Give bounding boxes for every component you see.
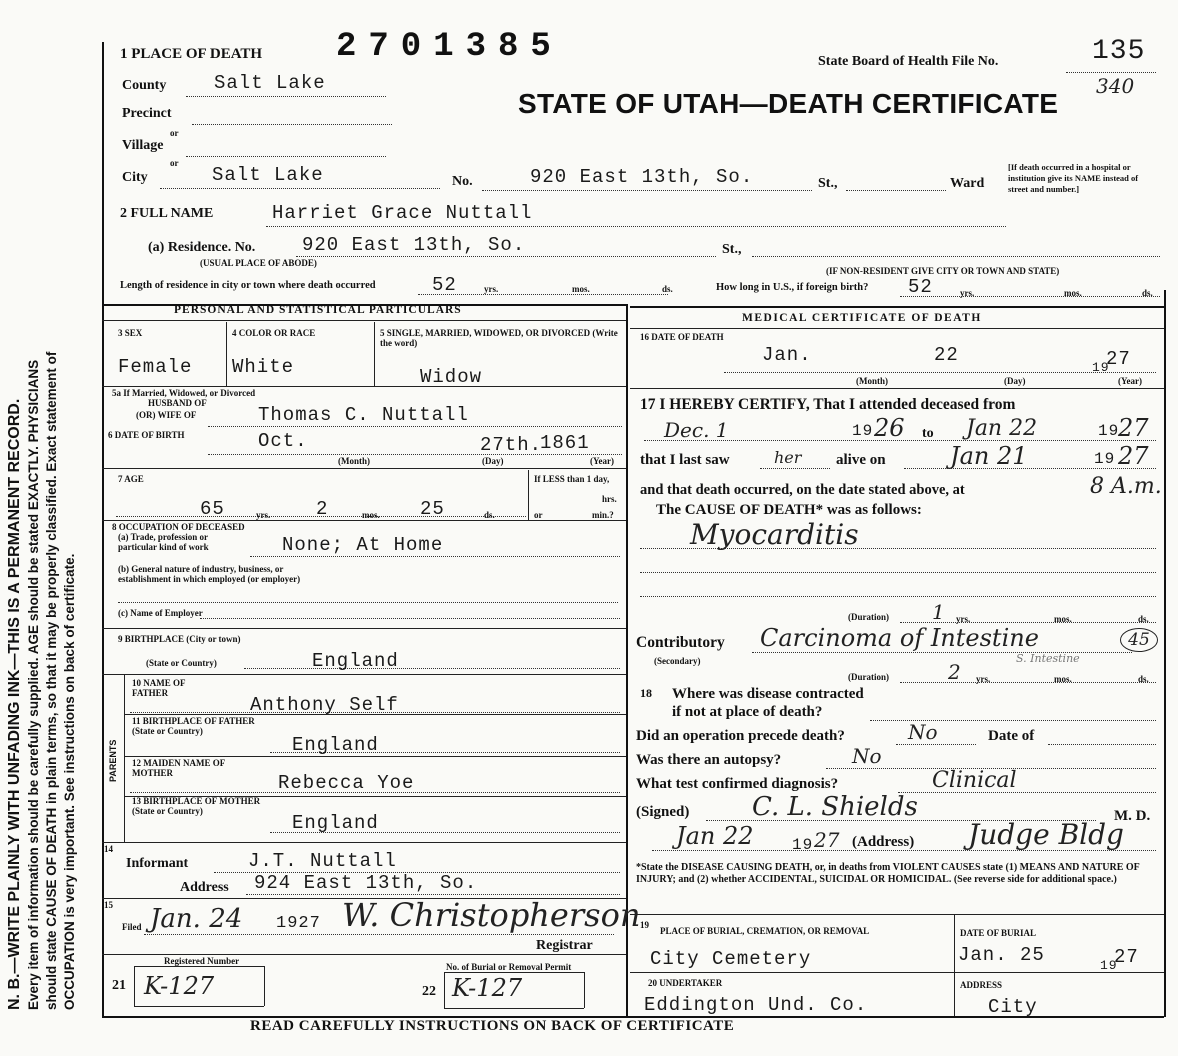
year-caption: (Year) [590,456,614,466]
father-birthplace-label-text: 11 BIRTHPLACE OF FATHER (State or Country) [132,716,255,736]
death-year: 27 [1106,348,1131,370]
dob-day: 27th. [480,434,543,456]
street-no-label: No. [452,174,473,189]
burial-place-label: PLACE OF BURIAL, CREMATION, OR REMOVAL [660,926,870,936]
mother-birthplace-label-text: 13 BIRTHPLACE OF MOTHER (State or Country) [132,796,261,816]
birthplace-sub: (State or Country) [146,658,217,668]
burial-place-value: City Cemetery [650,948,812,970]
field-19: 19 [640,920,649,930]
filed-year: 1927 [276,914,321,933]
yrs-label: yrs. [976,674,991,684]
contributory-code-value: 45 [1128,630,1150,650]
side-note-3: should state CAUSE OF DEATH in plain terms, so that it may be properly classified. Exact statement of [44,351,59,1010]
duration-label: (Duration) [848,672,889,682]
yrs-label: yrs. [956,614,971,624]
age-yrs-label: yrs. [256,510,271,520]
parents-side-label: PARENTS [108,739,118,782]
occupation-sub-b-text: (b) General nature of industry, business, or establishment in which employed (or employer) [118,564,301,584]
attended-from-year-prefix: 19 [852,422,874,440]
occupation-sub-b [118,564,308,584]
mother-birthplace-value: England [292,812,379,834]
secondary-label: (Secondary) [654,656,701,666]
attended-to: Jan 22 [966,416,1038,441]
age-ds-label: ds. [484,510,495,520]
death-year-prefix: 19 [1092,360,1110,375]
spouse-label-b: HUSBAND OF [148,398,207,408]
autopsy-label: Was there an autopsy? [636,752,782,768]
contributory-extra: S. Intestine [1016,652,1080,665]
registrar-label: Registrar [536,938,593,953]
occupation-sub-a [118,532,248,552]
residence-label: (a) Residence. No. [148,240,256,255]
non-resident-note: (IF NON-RESIDENT GIVE CITY OR TOWN AND STATE) [826,266,1060,276]
yrs-label: yrs. [484,284,499,294]
street-value: 920 East 13th, So. [530,166,754,188]
mos-label: mos. [1054,674,1072,684]
less-than-text: If LESS than 1 day, [534,474,610,484]
field-22: 22 [422,984,436,999]
date-of-label: Date of [988,728,1035,744]
mother-name-label-text: 12 MAIDEN NAME OF MOTHER [132,758,225,778]
undertaker-address-value: City [988,996,1038,1018]
spouse-value: Thomas C. Nuttall [258,404,469,426]
field-15: 15 [104,900,113,910]
signed-value: C. L. Shields [752,792,918,822]
md-label: M. D. [1114,808,1151,824]
address-label: Address [180,880,229,895]
employer-label: (c) Name of Employer [118,608,203,618]
alive-on-label: alive on [836,452,886,468]
color-value: White [232,356,295,378]
min-label: min.? [592,510,614,520]
length-residence-label: Length of residence in city or town where death occurred [120,280,376,291]
ds-label: ds. [662,284,673,294]
color-label: 4 COLOR OR RACE [232,328,316,338]
death-day: 22 [934,344,959,366]
contributory-label: Contributory [636,634,725,651]
spouse-label-a: 5a If Married, Widowed, or Divorced [112,388,256,398]
side-note-2: Every item of information should be carefully supplied. AGE should be stated EXACTLY. PHYSICIANS [26,359,41,1010]
where-contracted-label: Where was disease contracted [672,686,864,702]
certify-text: 17 I HEREBY CERTIFY, That I attended deceased from [640,396,1016,413]
frame-left [102,42,104,1017]
registered-number-label: Registered Number [164,956,240,966]
us-residence-value: 52 [908,276,933,298]
operation-label: Did an operation precede death? [636,728,845,744]
side-note-4: OCCUPATION is very important. See instructions on back of certificate. [62,553,77,1010]
dob-label: 6 DATE OF BIRTH [108,430,185,440]
birthplace-value: England [312,650,399,672]
ds-label: ds. [1138,614,1149,624]
personal-heading: PERSONAL AND STATISTICAL PARTICULARS [174,304,462,316]
village-label: Village [122,138,164,153]
operation-value: No [908,720,938,744]
permit-label: No. of Burial or Removal Permit [446,962,572,972]
hrs-label: hrs. [602,494,617,504]
address-value: 924 East 13th, So. [254,872,478,894]
marital-label-text: 5 SINGLE, MARRIED, WIDOWED, OR DIVORCED (Write the word) [380,328,618,348]
residence-st-label: St., [722,242,742,257]
duration-2: 2 [948,660,961,684]
death-time: 8 A.m. [1090,474,1162,499]
dob-year: 1861 [540,432,590,454]
ward-label: Ward [950,176,985,191]
sex-value: Female [118,356,193,378]
burial-date-value: Jan. 25 [958,944,1045,966]
occupation-label: 8 OCCUPATION OF DECEASED [112,522,245,532]
file-number-secondary: 340 [1096,74,1135,98]
attended-to-year: 27 [1118,414,1149,442]
mos-label: mos. [572,284,590,294]
filed-date: Jan. 24 [150,904,243,934]
dob-month: Oct. [258,430,308,452]
father-birthplace-value: England [292,734,379,756]
contributory-value: Carcinoma of Intestine [760,624,1039,652]
year-caption: (Year) [1118,376,1142,386]
side-note-1: N. B.—WRITE PLAINLY WITH UNFADING INK—THIS IS A PERMANENT RECORD. [6,398,23,1010]
frame-right [1164,290,1166,1017]
day-caption: (Day) [482,456,504,466]
marital-value: Widow [420,366,483,388]
signed-label: (Signed) [636,804,690,820]
informant-value: J.T. Nuttall [248,850,397,872]
contributory-code [1120,628,1158,652]
ds-label: ds. [1142,288,1153,298]
burial-year-prefix: 19 [1100,958,1118,973]
month-caption: (Month) [856,376,888,386]
informant-label: Informant [126,856,189,871]
footer-instructions: READ CAREFULLY INSTRUCTIONS ON BACK OF CERTIFICATE [250,1018,735,1034]
mos-label: mos. [1054,614,1072,624]
signer-address-value: Judge Bldg [968,818,1124,851]
occupation-value: None; At Home [282,534,444,556]
cause-note-text: *State the DISEASE CAUSING DEATH, or, in deaths from VIOLENT CAUSES state (1) MEANS AND NATURE OF INJURY; and (2) whether ACCIDENTAL, SUICIDAL OR HOMICIDAL. (See reverse side for additional space.) [636,862,1140,885]
mos-label: mos. [1064,288,1082,298]
burial-date-label: DATE OF BURIAL [960,928,1037,938]
county-value: Salt Lake [214,72,326,94]
to-label: to [922,426,934,441]
signed-year: 27 [814,828,840,852]
father-name-label [132,678,222,698]
duration-1: 1 [932,600,945,624]
field-14: 14 [104,844,113,854]
marital-label [380,328,624,348]
burial-year: 27 [1114,946,1139,968]
residence-value: 920 East 13th, So. [302,234,526,256]
attended-from: Dec. 1 [664,418,729,442]
us-residence-label: How long in U.S., if foreign birth? [716,282,869,293]
ds-label: ds. [1138,674,1149,684]
birthplace-label: 9 BIRTHPLACE (City or town) [118,634,241,644]
sex-label: 3 SEX [118,328,143,338]
file-number: 135 [1092,36,1146,67]
yrs-label: yrs. [960,288,975,298]
undertaker-value: Eddington Und. Co. [644,994,868,1016]
undertaker-address-label: ADDRESS [960,980,1003,990]
age-days: 25 [420,498,445,520]
cause-note [636,862,1162,886]
attended-from-year: 26 [874,414,905,442]
age-mos-label: mos. [362,510,380,520]
father-name-label-text: 10 NAME OF FATHER [132,678,186,698]
signed-year-prefix: 19 [792,836,814,854]
field-21: 21 [112,978,126,993]
alive-year-prefix: 19 [1094,450,1116,468]
signer-address-label: (Address) [852,834,915,850]
last-saw-pronoun: her [774,448,802,467]
precinct-label: Precinct [122,106,172,121]
permit-value: K-127 [452,974,523,1002]
last-saw-label: that I last saw [640,452,730,468]
spouse-label-c: (OR) WIFE OF [136,410,197,420]
usual-abode-label: (USUAL PLACE OF ABODE) [200,258,317,268]
field-18: 18 [640,686,652,700]
occupation-sub-a-text: (a) Trade, profession or particular kind of work [118,532,209,552]
undertaker-label: 20 UNDERTAKER [648,978,723,988]
father-name-value: Anthony Self [250,694,399,716]
certificate-number: 2701385 [336,28,563,66]
attended-to-year-prefix: 19 [1098,422,1120,440]
mother-name-value: Rebecca Yoe [278,772,415,794]
file-number-label: State Board of Health File No. [818,54,999,69]
autopsy-value: No [852,744,882,768]
registered-number-value: K-127 [144,972,215,1000]
test-label: What test confirmed diagnosis? [636,776,839,792]
month-caption: (Month) [338,456,370,466]
cause-value: Myocarditis [690,518,859,551]
certificate-title: STATE OF UTAH—DEATH CERTIFICATE [518,88,1059,119]
ward-note [1008,162,1160,195]
or-text: or [170,158,179,168]
alive-date: Jan 21 [950,442,1028,470]
county-label: County [122,78,167,93]
place-of-death-label: 1 PLACE OF DEATH [120,46,263,62]
city-label: City [122,170,148,185]
death-occurred-label: and that death occurred, on the date stated above, at [640,482,965,498]
age-years: 65 [200,498,225,520]
cause-label: The CAUSE OF DEATH* was as follows: [656,502,922,518]
test-value: Clinical [932,768,1017,793]
filed-label: Filed [122,922,142,932]
duration-label: (Duration) [848,612,889,622]
city-value: Salt Lake [212,164,324,186]
or-text: or [170,128,179,138]
mother-birthplace-label [132,796,272,816]
date-of-death-label: 16 DATE OF DEATH [640,332,724,342]
registrar-signature: W. Christopherson [342,896,641,934]
alive-year: 27 [1118,442,1149,470]
length-residence-value: 52 [432,274,457,296]
ward-note-text: [If death occurred in a hospital or institution give its NAME instead of street and number.] [1008,162,1139,194]
signed-date: Jan 22 [676,822,754,850]
age-months: 2 [316,498,329,520]
age-label: 7 AGE [118,474,144,484]
day-caption: (Day) [1004,376,1026,386]
st-label: St., [818,176,838,191]
where-contracted-label-2: if not at place of death? [672,704,823,720]
full-name-label: 2 FULL NAME [120,206,214,221]
death-month: Jan. [762,344,812,366]
less-than-label [534,474,622,484]
full-name-value: Harriet Grace Nuttall [272,202,533,224]
medical-heading: MEDICAL CERTIFICATE OF DEATH [742,312,982,324]
mother-name-label [132,758,242,778]
father-birthplace-label [132,716,272,736]
or-label: or [534,510,543,520]
